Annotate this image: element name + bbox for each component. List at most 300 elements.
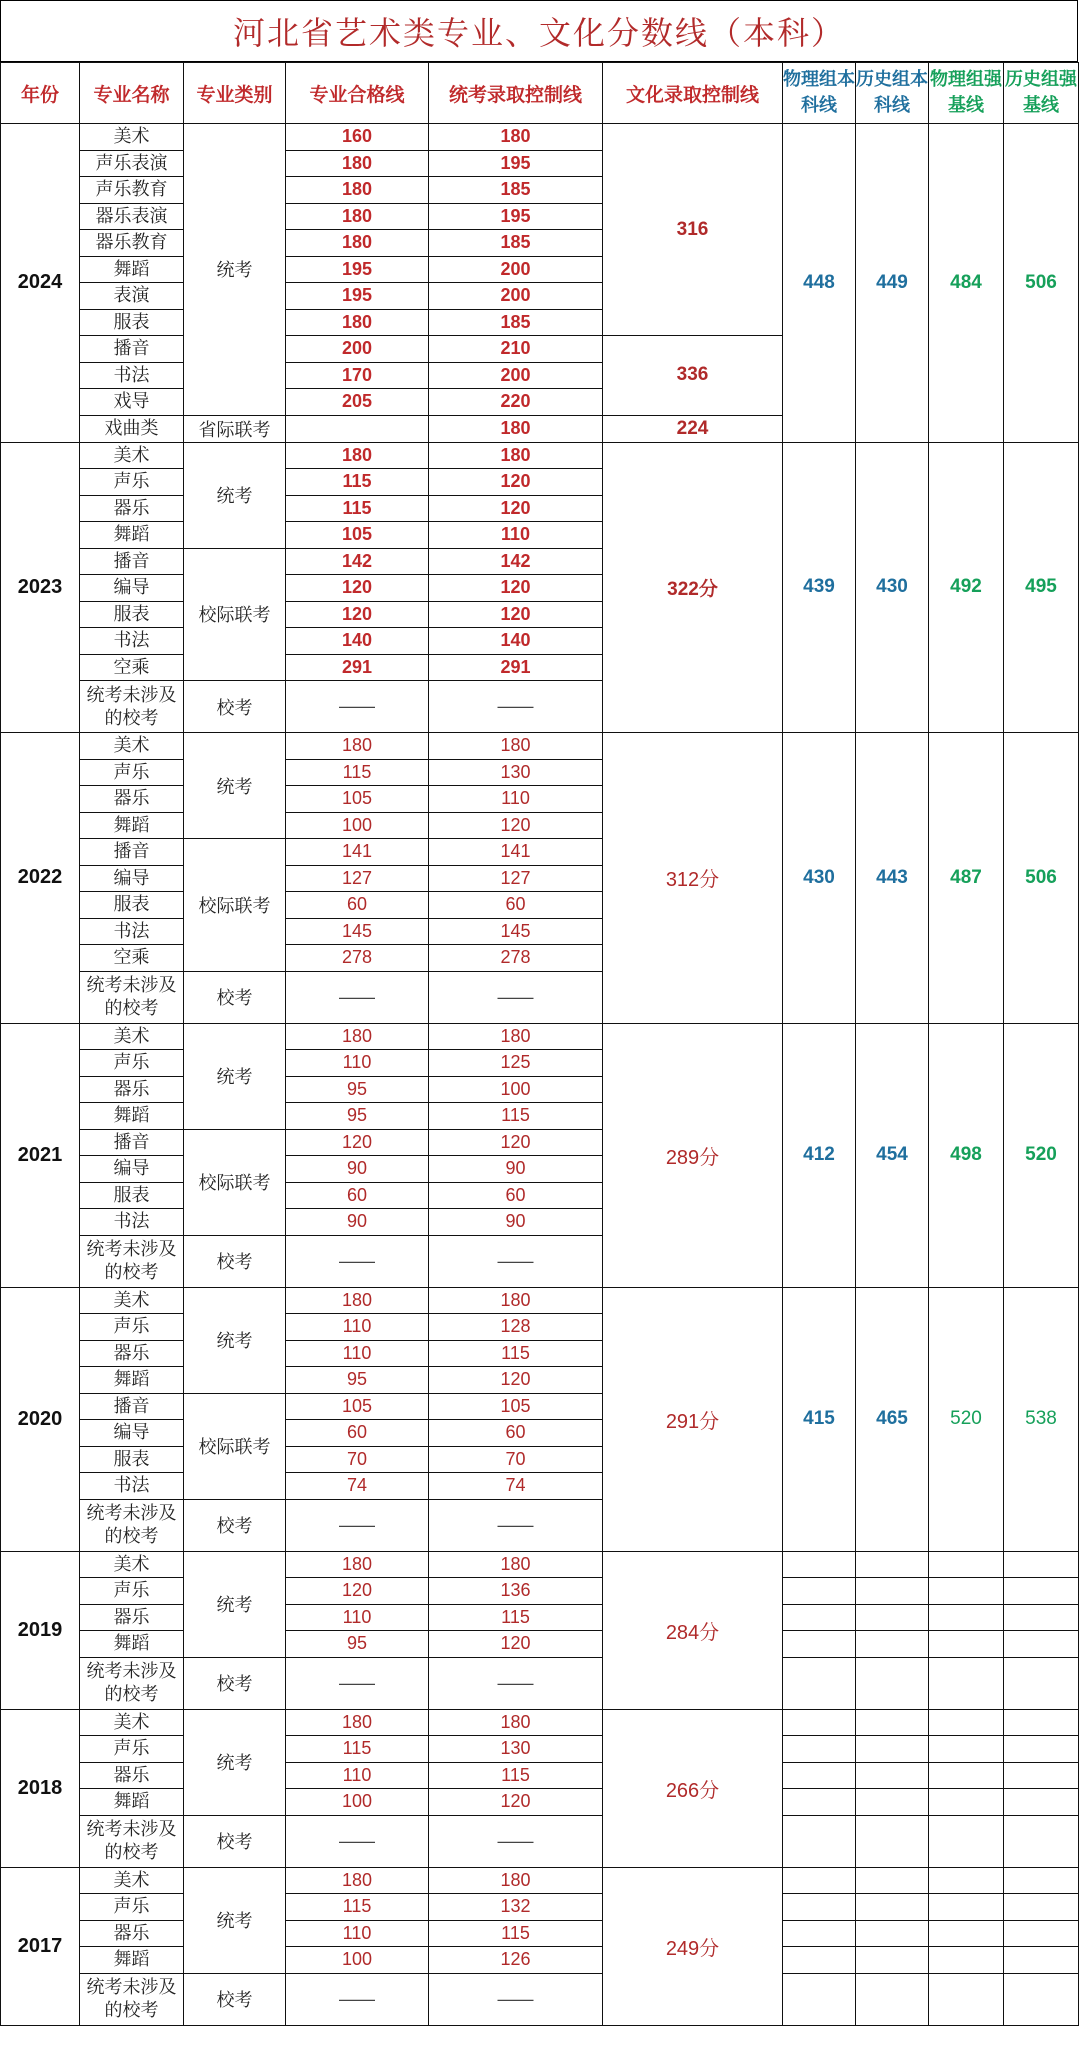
year-cell: 2023 [1,442,80,733]
empty-score-cell [783,1604,856,1631]
empty-score-cell [929,1631,1004,1658]
type-cell: 统考 [184,1287,286,1393]
major-cell: 舞蹈 [80,1789,184,1816]
unified-ctrl-cell: 180 [429,1023,603,1050]
major-cell: 播音 [80,548,184,575]
unified-ctrl-cell: 115 [429,1762,603,1789]
type-cell: 校考 [184,1657,286,1709]
pro-pass-cell: 180 [286,230,429,257]
pro-pass-cell: 180 [286,1551,429,1578]
table-row [1,1973,1079,2025]
major-cell: 书法 [80,628,184,655]
pro-pass-cell: 195 [286,283,429,310]
pro-pass-cell: 95 [286,1076,429,1103]
unified-ctrl-cell: 185 [429,177,603,204]
empty-score-cell [783,1762,856,1789]
type-cell: 统考 [184,1867,286,1973]
header-phys-qiangji: 物理组强基线 [929,63,1004,124]
major-cell: 戏曲类 [80,415,184,442]
major-cell: 舞蹈 [80,256,184,283]
hist-benke-cell: 465 [856,1287,929,1551]
major-cell: 美术 [80,124,184,151]
empty-score-cell [1004,1736,1079,1763]
phys-qiangji-cell: 484 [929,124,1004,443]
pro-pass-cell: 291 [286,654,429,681]
unified-ctrl-cell: 100 [429,1076,603,1103]
unified-ctrl-cell: 278 [429,945,603,972]
phys-benke-cell: 412 [783,1023,856,1287]
unified-ctrl-cell: 120 [429,469,603,496]
type-cell: 统考 [184,442,286,548]
major-cell: 美术 [80,1709,184,1736]
unified-ctrl-cell: 180 [429,1867,603,1894]
type-cell: 校考 [184,1235,286,1287]
empty-score-cell [1004,1578,1079,1605]
type-cell: 校考 [184,1815,286,1867]
pro-pass-cell: 142 [286,548,429,575]
pro-pass-cell: 90 [286,1156,429,1183]
major-cell: 舞蹈 [80,1367,184,1394]
table-row [1,1709,1079,1736]
major-cell: 书法 [80,362,184,389]
pro-pass-cell: 205 [286,389,429,416]
culture-ctrl-cell: 289分 [603,1023,783,1287]
empty-score-cell [929,1947,1004,1974]
pro-pass-cell: 120 [286,1578,429,1605]
empty-score-cell [856,1604,929,1631]
empty-score-cell [929,1604,1004,1631]
major-cell: 统考未涉及的校考 [80,971,184,1023]
pro-pass-cell: 100 [286,812,429,839]
major-cell: 舞蹈 [80,812,184,839]
hist-benke-cell: 443 [856,733,929,1024]
type-cell: 省际联考 [184,415,286,442]
pro-pass-cell: 100 [286,1947,429,1974]
major-cell: 器乐 [80,1604,184,1631]
empty-score-cell [929,1894,1004,1921]
empty-score-cell [1004,1867,1079,1894]
empty-score-cell [783,1789,856,1816]
page-title: 河北省艺术类专业、文化分数线（本科） [0,0,1078,62]
pro-pass-cell: 120 [286,601,429,628]
major-cell: 舞蹈 [80,522,184,549]
pro-pass-cell: 60 [286,1182,429,1209]
unified-ctrl-cell: 120 [429,1789,603,1816]
unified-ctrl-cell: 180 [429,124,603,151]
unified-ctrl-cell: 60 [429,1420,603,1447]
major-cell: 统考未涉及的校考 [80,1973,184,2025]
phys-qiangji-cell: 498 [929,1023,1004,1287]
empty-score-cell [929,1551,1004,1578]
empty-score-cell [856,1578,929,1605]
pro-pass-cell: 145 [286,918,429,945]
score-table [0,62,1079,2026]
empty-score-cell [856,1867,929,1894]
type-cell: 校考 [184,1973,286,2025]
pro-pass-cell: 70 [286,1446,429,1473]
unified-ctrl-cell: —— [429,1499,603,1551]
major-cell: 器乐 [80,1076,184,1103]
major-cell: 统考未涉及的校考 [80,1657,184,1709]
year-cell: 2018 [1,1709,80,1867]
major-cell: 声乐教育 [80,177,184,204]
type-cell: 校际联考 [184,548,286,681]
unified-ctrl-cell: 180 [429,733,603,760]
culture-ctrl-cell: 336 [603,336,783,416]
table-row [1,1947,1079,1974]
major-cell: 美术 [80,1551,184,1578]
unified-ctrl-cell: 125 [429,1050,603,1077]
major-cell: 器乐 [80,495,184,522]
unified-ctrl-cell: 142 [429,548,603,575]
empty-score-cell [856,1894,929,1921]
unified-ctrl-cell: 60 [429,892,603,919]
unified-ctrl-cell: 120 [429,1129,603,1156]
hist-qiangji-cell: 538 [1004,1287,1079,1551]
major-cell: 声乐 [80,1736,184,1763]
major-cell: 舞蹈 [80,1631,184,1658]
table-row [1,1578,1079,1605]
type-cell: 校际联考 [184,1393,286,1499]
header-phys-benke: 物理组本科线 [783,63,856,124]
empty-score-cell [783,1551,856,1578]
type-cell: 统考 [184,124,286,416]
table-row [1,1789,1079,1816]
major-cell: 舞蹈 [80,1103,184,1130]
culture-ctrl-cell: 266分 [603,1709,783,1867]
phys-benke-cell: 448 [783,124,856,443]
major-cell: 声乐 [80,469,184,496]
empty-score-cell [856,1551,929,1578]
table-row [1,1551,1079,1578]
major-cell: 空乘 [80,654,184,681]
unified-ctrl-cell: 126 [429,1947,603,1974]
pro-pass-cell: 127 [286,865,429,892]
unified-ctrl-cell: 200 [429,362,603,389]
unified-ctrl-cell: 130 [429,1736,603,1763]
unified-ctrl-cell: 120 [429,812,603,839]
unified-ctrl-cell: 210 [429,336,603,363]
type-cell: 统考 [184,1023,286,1129]
pro-pass-cell: 115 [286,1736,429,1763]
pro-pass-cell: —— [286,1235,429,1287]
unified-ctrl-cell: 220 [429,389,603,416]
major-cell: 服表 [80,601,184,628]
empty-score-cell [929,1973,1004,2025]
hist-qiangji-cell: 506 [1004,733,1079,1024]
phys-benke-cell: 415 [783,1287,856,1551]
empty-score-cell [929,1709,1004,1736]
pro-pass-cell: 110 [286,1314,429,1341]
major-cell: 服表 [80,892,184,919]
major-cell: 美术 [80,442,184,469]
pro-pass-cell: 180 [286,1867,429,1894]
year-cell: 2019 [1,1551,80,1709]
pro-pass-cell: 180 [286,1709,429,1736]
unified-ctrl-cell: 180 [429,1551,603,1578]
major-cell: 服表 [80,1446,184,1473]
major-cell: 声乐 [80,1314,184,1341]
pro-pass-cell: 95 [286,1367,429,1394]
pro-pass-cell: —— [286,681,429,733]
hist-qiangji-cell: 520 [1004,1023,1079,1287]
pro-pass-cell: 110 [286,1762,429,1789]
empty-score-cell [783,1657,856,1709]
culture-ctrl-cell: 291分 [603,1287,783,1551]
unified-ctrl-cell: 120 [429,601,603,628]
empty-score-cell [856,1920,929,1947]
unified-ctrl-cell: —— [429,1657,603,1709]
table-row [1,1657,1079,1709]
phys-qiangji-cell: 487 [929,733,1004,1024]
pro-pass-cell: 95 [286,1631,429,1658]
major-cell: 服表 [80,309,184,336]
pro-pass-cell: 160 [286,124,429,151]
header-hist-qiangji: 历史组强基线 [1004,63,1079,124]
header-pro-pass: 专业合格线 [286,63,429,124]
unified-ctrl-cell: 74 [429,1473,603,1500]
empty-score-cell [856,1973,929,2025]
table-row [1,1604,1079,1631]
table-row [1,1287,1079,1314]
unified-ctrl-cell: —— [429,1235,603,1287]
hist-benke-cell: 430 [856,442,929,733]
unified-ctrl-cell: 132 [429,1894,603,1921]
major-cell: 器乐 [80,786,184,813]
unified-ctrl-cell: —— [429,1815,603,1867]
major-cell: 美术 [80,1023,184,1050]
unified-ctrl-cell: 185 [429,309,603,336]
header-culture-ctrl: 文化录取控制线 [603,63,783,124]
empty-score-cell [783,1578,856,1605]
unified-ctrl-cell: —— [429,971,603,1023]
phys-benke-cell: 430 [783,733,856,1024]
major-cell: 器乐教育 [80,230,184,257]
culture-ctrl-cell: 284分 [603,1551,783,1709]
type-cell: 统考 [184,1551,286,1657]
unified-ctrl-cell: —— [429,1973,603,2025]
empty-score-cell [929,1578,1004,1605]
culture-ctrl-cell: 316 [603,124,783,336]
unified-ctrl-cell: —— [429,681,603,733]
empty-score-cell [783,1947,856,1974]
empty-score-cell [929,1815,1004,1867]
empty-score-cell [783,1867,856,1894]
pro-pass-cell: 105 [286,786,429,813]
major-cell: 空乘 [80,945,184,972]
pro-pass-cell: 110 [286,1340,429,1367]
header-hist-benke: 历史组本科线 [856,63,929,124]
culture-ctrl-cell: 322分 [603,442,783,733]
major-cell: 统考未涉及的校考 [80,1235,184,1287]
empty-score-cell [929,1789,1004,1816]
table-row [1,442,1079,469]
major-cell: 器乐 [80,1762,184,1789]
major-cell: 声乐 [80,1578,184,1605]
phys-qiangji-cell: 492 [929,442,1004,733]
empty-score-cell [1004,1762,1079,1789]
empty-score-cell [929,1736,1004,1763]
major-cell: 戏导 [80,389,184,416]
table-row [1,733,1079,760]
major-cell: 统考未涉及的校考 [80,681,184,733]
empty-score-cell [783,1736,856,1763]
empty-score-cell [929,1657,1004,1709]
pro-pass-cell: 120 [286,575,429,602]
table-row [1,1762,1079,1789]
type-cell: 统考 [184,733,286,839]
major-cell: 美术 [80,1867,184,1894]
header-major: 专业名称 [80,63,184,124]
pro-pass-cell: 180 [286,1287,429,1314]
unified-ctrl-cell: 110 [429,786,603,813]
pro-pass-cell: 180 [286,203,429,230]
unified-ctrl-cell: 180 [429,1287,603,1314]
unified-ctrl-cell: 115 [429,1340,603,1367]
empty-score-cell [929,1762,1004,1789]
major-cell: 表演 [80,283,184,310]
unified-ctrl-cell: 140 [429,628,603,655]
culture-ctrl-cell: 224 [603,415,783,442]
empty-score-cell [1004,1973,1079,2025]
empty-score-cell [856,1709,929,1736]
pro-pass-cell: —— [286,1499,429,1551]
pro-pass-cell: —— [286,1657,429,1709]
major-cell: 统考未涉及的校考 [80,1499,184,1551]
empty-score-cell [783,1920,856,1947]
type-cell: 统考 [184,1709,286,1815]
unified-ctrl-cell: 180 [429,1709,603,1736]
empty-score-cell [1004,1657,1079,1709]
pro-pass-cell: 120 [286,1129,429,1156]
pro-pass-cell: —— [286,1815,429,1867]
unified-ctrl-cell: 115 [429,1103,603,1130]
table-row [1,1023,1079,1050]
header-unified-ctrl: 统考录取控制线 [429,63,603,124]
pro-pass-cell: —— [286,971,429,1023]
major-cell: 播音 [80,336,184,363]
major-cell: 声乐表演 [80,150,184,177]
empty-score-cell [856,1762,929,1789]
hist-benke-cell: 449 [856,124,929,443]
empty-score-cell [856,1657,929,1709]
empty-score-cell [1004,1709,1079,1736]
unified-ctrl-cell: 110 [429,522,603,549]
pro-pass-cell: 115 [286,495,429,522]
table-row [1,1815,1079,1867]
unified-ctrl-cell: 145 [429,918,603,945]
pro-pass-cell: 170 [286,362,429,389]
unified-ctrl-cell: 70 [429,1446,603,1473]
pro-pass-cell: 110 [286,1050,429,1077]
unified-ctrl-cell: 200 [429,283,603,310]
unified-ctrl-cell: 120 [429,495,603,522]
unified-ctrl-cell: 120 [429,575,603,602]
table-row [1,124,1079,151]
pro-pass-cell: 90 [286,1209,429,1236]
major-cell: 声乐 [80,1894,184,1921]
pro-pass-cell: 180 [286,442,429,469]
unified-ctrl-cell: 115 [429,1604,603,1631]
pro-pass-cell: 115 [286,469,429,496]
major-cell: 书法 [80,1209,184,1236]
unified-ctrl-cell: 128 [429,1314,603,1341]
unified-ctrl-cell: 141 [429,839,603,866]
table-row [1,1736,1079,1763]
empty-score-cell [783,1973,856,2025]
unified-ctrl-cell: 130 [429,759,603,786]
unified-ctrl-cell: 291 [429,654,603,681]
major-cell: 声乐 [80,759,184,786]
type-cell: 校际联考 [184,839,286,972]
year-cell: 2017 [1,1867,80,2025]
pro-pass-cell: 140 [286,628,429,655]
unified-ctrl-cell: 195 [429,203,603,230]
table-row [1,1867,1079,1894]
unified-ctrl-cell: 185 [429,230,603,257]
year-cell: 2024 [1,124,80,443]
unified-ctrl-cell: 136 [429,1578,603,1605]
major-cell: 编导 [80,865,184,892]
header-row [1,63,1079,124]
major-cell: 器乐表演 [80,203,184,230]
table-body [1,124,1079,2026]
empty-score-cell [929,1920,1004,1947]
empty-score-cell [783,1631,856,1658]
major-cell: 编导 [80,1420,184,1447]
unified-ctrl-cell: 120 [429,1367,603,1394]
culture-ctrl-cell: 249分 [603,1867,783,2025]
major-cell: 播音 [80,1129,184,1156]
pro-pass-cell: 60 [286,892,429,919]
major-cell: 声乐 [80,1050,184,1077]
major-cell: 器乐 [80,1920,184,1947]
table-row [1,1894,1079,1921]
pro-pass-cell: 115 [286,1894,429,1921]
pro-pass-cell: 100 [286,1789,429,1816]
major-cell: 播音 [80,1393,184,1420]
pro-pass-cell: 115 [286,759,429,786]
empty-score-cell [1004,1789,1079,1816]
empty-score-cell [1004,1815,1079,1867]
major-cell: 服表 [80,1182,184,1209]
pro-pass-cell: 95 [286,1103,429,1130]
major-cell: 器乐 [80,1340,184,1367]
empty-score-cell [783,1894,856,1921]
table-row [1,1631,1079,1658]
pro-pass-cell: 110 [286,1920,429,1947]
unified-ctrl-cell: 180 [429,415,603,442]
empty-score-cell [856,1815,929,1867]
type-cell: 校考 [184,681,286,733]
major-cell: 统考未涉及的校考 [80,1815,184,1867]
year-cell: 2021 [1,1023,80,1287]
type-cell: 校考 [184,1499,286,1551]
table-row [1,1920,1079,1947]
empty-score-cell [783,1709,856,1736]
pro-pass-cell: 110 [286,1604,429,1631]
unified-ctrl-cell: 180 [429,442,603,469]
unified-ctrl-cell: 90 [429,1209,603,1236]
header-year: 年份 [1,63,80,124]
pro-pass-cell: 180 [286,309,429,336]
major-cell: 播音 [80,839,184,866]
major-cell: 舞蹈 [80,1947,184,1974]
pro-pass-cell: 180 [286,177,429,204]
empty-score-cell [856,1789,929,1816]
type-cell: 校考 [184,971,286,1023]
pro-pass-cell: 105 [286,522,429,549]
